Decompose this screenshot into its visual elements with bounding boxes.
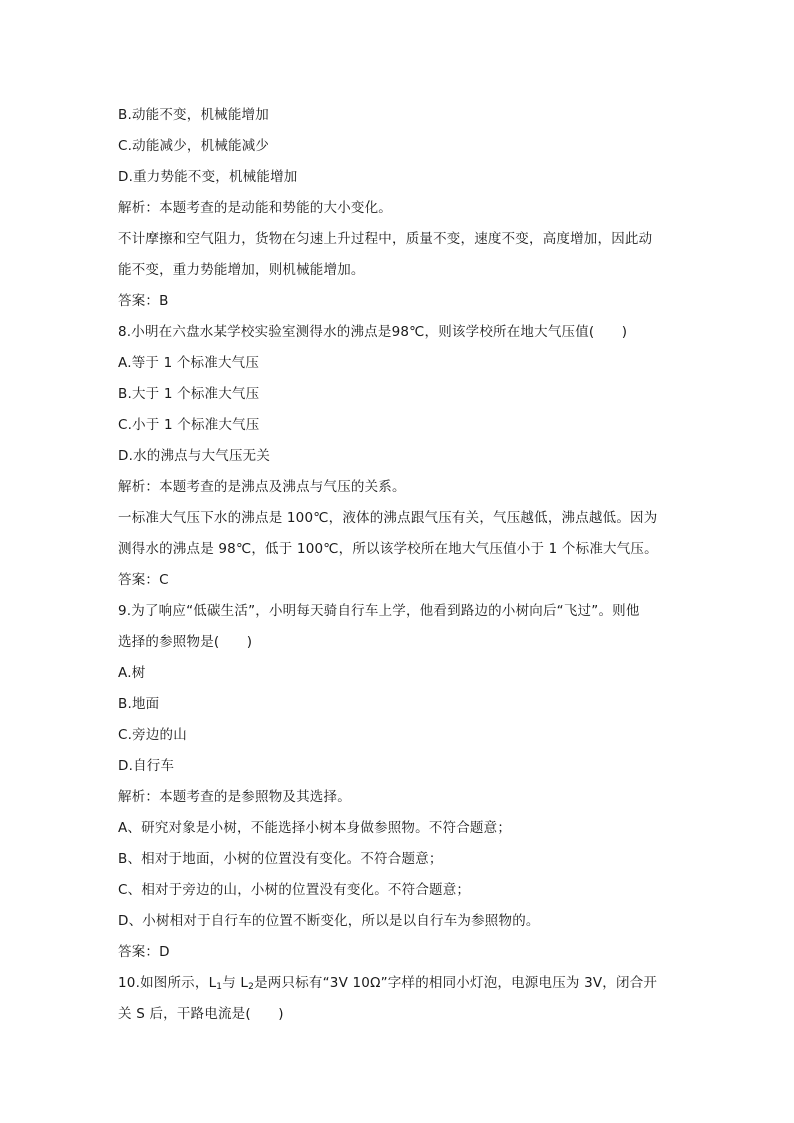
q8-analysis-line2: 测得水的沸点是 98℃，低于 100℃，所以该学校所在地大气压值小于 1 个标准大气压。 — [118, 541, 658, 557]
q10-subscript-2: 2 — [248, 982, 255, 992]
document-page — [118, 100, 678, 1030]
q9-option-a: A.树 — [118, 665, 146, 681]
q7-option-d: D.重力势能不变，机械能增加 — [118, 169, 298, 185]
q8-option-a: A.等于 1 个标准大气压 — [118, 355, 260, 371]
q9-question-line2: 选择的参照物是( ) — [118, 634, 253, 650]
q8-option-b: B.大于 1 个标准大气压 — [118, 386, 260, 402]
q8-question: 8.小明在六盘水某学校实验室测得水的沸点是98℃，则该学校所在地大气压值( ) — [118, 324, 628, 340]
q9-analysis-item-c: C、相对于旁边的山，小树的位置没有变化。不符合题意； — [118, 882, 471, 898]
q9-analysis-item-b: B、相对于地面，小树的位置没有变化。不符合题意； — [118, 851, 443, 867]
q10-question-prefix: 10.如图所示，L — [118, 975, 217, 991]
q8-option-d: D.水的沸点与大气压无关 — [118, 448, 271, 464]
q7-option-c: C.动能减少，机械能减少 — [118, 138, 270, 154]
q7-analysis-title: 解析：本题考查的是动能和势能的大小变化。 — [118, 200, 392, 216]
q9-option-d: D.自行车 — [118, 758, 175, 774]
q9-analysis-title: 解析：本题考查的是参照物及其选择。 — [118, 789, 351, 805]
q8-analysis-title: 解析：本题考查的是沸点及沸点与气压的关系。 — [118, 479, 406, 495]
q7-option-b: B.动能不变，机械能增加 — [118, 107, 269, 123]
q10-question-line1 — [118, 968, 678, 999]
q9-option-b: B.地面 — [118, 696, 160, 712]
q10-question-line2: 关 S 后，干路电流是( ) — [118, 1006, 284, 1022]
q9-option-c: C.旁边的山 — [118, 727, 187, 743]
q9-answer: 答案：D — [118, 944, 170, 960]
q8-answer: 答案：C — [118, 572, 169, 588]
q10-question-mid: 与 L — [222, 975, 249, 991]
q8-analysis-line1: 一标准大气压下水的沸点是 100℃，液体的沸点跟气压有关，气压越低，沸点越低。因为 — [118, 510, 658, 526]
q9-analysis-item-d: D、小树相对于自行车的位置不断变化，所以是以自行车为参照物的。 — [118, 913, 540, 929]
q10-question-rest: 是两只标有“3V 10Ω”字样的相同小灯泡，电源电压为 3V，闭合开 — [254, 975, 658, 991]
q7-analysis-line2: 能不变，重力势能增加，则机械能增加。 — [118, 262, 365, 278]
q9-analysis-item-a: A、研究对象是小树，不能选择小树本身做参照物。不符合题意； — [118, 820, 512, 836]
q7-answer: 答案：B — [118, 293, 169, 309]
q10-subscript-1: 1 — [216, 982, 223, 992]
q8-option-c: C.小于 1 个标准大气压 — [118, 417, 260, 433]
q9-question-line1: 9.为了响应“低碳生活”，小明每天骑自行车上学，他看到路边的小树向后“飞过”。则他 — [118, 603, 640, 619]
q7-analysis-line1: 不计摩擦和空气阻力，货物在匀速上升过程中，质量不变，速度不变，高度增加，因此动 — [118, 231, 653, 247]
